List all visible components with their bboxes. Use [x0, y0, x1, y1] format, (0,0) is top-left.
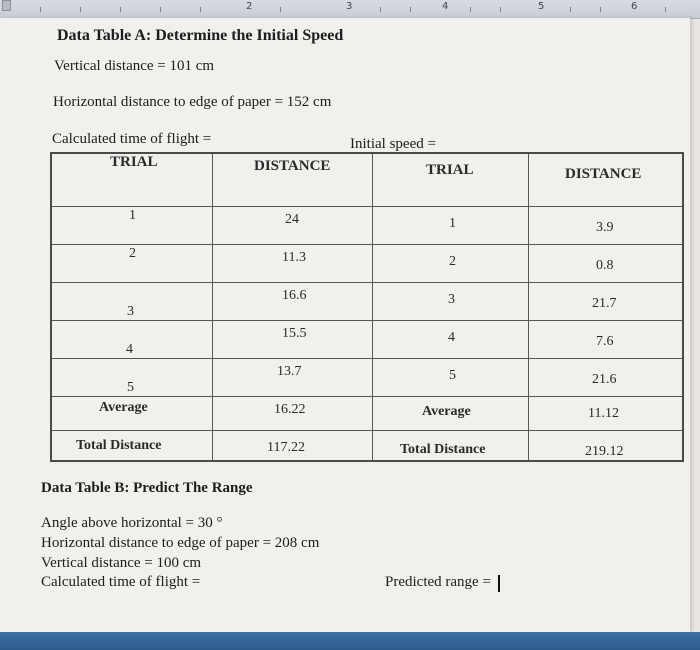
table-divider — [52, 282, 682, 283]
distance-cell: 11.3 — [282, 250, 306, 265]
trial-cell: 1 — [449, 216, 456, 231]
header-distance-left: DISTANCE — [254, 158, 331, 174]
distance-cell: 13.7 — [277, 364, 302, 379]
data-table-a — [50, 152, 684, 462]
taskbar[interactable] — [0, 632, 700, 650]
ruler-tick — [570, 7, 571, 12]
initial-speed-text: Initial speed = — [350, 136, 436, 152]
trial-cell: 2 — [449, 254, 456, 269]
distance-cell: 21.6 — [592, 372, 617, 387]
trial-cell: 5 — [449, 368, 456, 383]
total-label-right: Total Distance — [400, 442, 486, 457]
vertical-distance-text: Vertical distance = 101 cm — [54, 58, 215, 74]
trial-cell: 4 — [448, 330, 455, 345]
text-cursor — [498, 575, 500, 592]
distance-cell: 3.9 — [596, 220, 614, 235]
header-distance-right: DISTANCE — [565, 166, 642, 182]
calculated-time-b-text: Calculated time of flight = — [41, 574, 201, 590]
table-divider — [52, 244, 682, 245]
average-label-right: Average — [422, 404, 471, 419]
trial-cell: 4 — [126, 342, 133, 357]
distance-cell: 15.5 — [282, 326, 307, 341]
horizontal-distance-b-text: Horizontal distance to edge of paper = 208 cm — [41, 535, 320, 551]
ruler-number: 5 — [538, 1, 545, 12]
ruler-tick — [80, 7, 81, 12]
ruler-number: 3 — [346, 1, 353, 12]
table-divider — [52, 358, 682, 359]
table-a-title: Data Table A: Determine the Initial Speed — [57, 27, 344, 44]
distance-cell: 16.6 — [282, 288, 307, 303]
ruler-tick — [410, 7, 411, 12]
table-divider — [52, 206, 682, 207]
ruler-number: 6 — [631, 1, 638, 12]
header-trial-right: TRIAL — [426, 162, 474, 178]
trial-cell: 3 — [448, 292, 455, 307]
table-divider — [372, 154, 373, 460]
ruler-number: 4 — [442, 1, 449, 12]
total-label-left: Total Distance — [76, 438, 162, 453]
ruler-tick — [120, 7, 121, 12]
table-divider — [52, 430, 682, 431]
table-divider — [52, 320, 682, 321]
ruler-tick — [470, 7, 471, 12]
trial-cell: 5 — [127, 380, 134, 395]
distance-cell: 21.7 — [592, 296, 617, 311]
ruler-tick — [665, 7, 666, 12]
distance-cell: 24 — [285, 212, 299, 227]
ruler-tick — [500, 7, 501, 12]
ruler-tick — [600, 7, 601, 12]
distance-cell: 7.6 — [596, 334, 614, 349]
vertical-distance-b-text: Vertical distance = 100 cm — [41, 555, 202, 571]
horizontal-distance-text: Horizontal distance to edge of paper = 152 cm — [53, 94, 332, 110]
ruler-number: 2 — [246, 1, 253, 12]
ruler-tick — [380, 7, 381, 12]
table-divider — [52, 396, 682, 397]
total-value-left: 117.22 — [267, 440, 305, 455]
distance-cell: 0.8 — [596, 258, 614, 273]
average-label-left: Average — [99, 400, 148, 415]
document-page[interactable] — [0, 18, 690, 632]
predicted-range-text[interactable]: Predicted range = — [385, 574, 491, 590]
table-divider — [528, 154, 529, 460]
header-trial-left: TRIAL — [110, 154, 158, 170]
trial-cell: 3 — [127, 304, 134, 319]
trial-cell: 1 — [129, 208, 136, 223]
ruler-tick — [200, 7, 201, 12]
table-b-title: Data Table B: Predict The Range — [41, 480, 253, 496]
average-value-right: 11.12 — [588, 406, 619, 421]
angle-text: Angle above horizontal = 30 ° — [41, 515, 223, 531]
ruler[interactable] — [0, 0, 700, 19]
total-value-right: 219.12 — [585, 444, 624, 459]
average-value-left: 16.22 — [274, 402, 306, 417]
table-divider — [212, 154, 213, 460]
ruler-tick — [160, 7, 161, 12]
indent-marker[interactable] — [2, 0, 11, 11]
trial-cell: 2 — [129, 246, 136, 261]
calculated-time-text: Calculated time of flight = — [52, 131, 212, 147]
ruler-tick — [280, 7, 281, 12]
ruler-tick — [40, 7, 41, 12]
